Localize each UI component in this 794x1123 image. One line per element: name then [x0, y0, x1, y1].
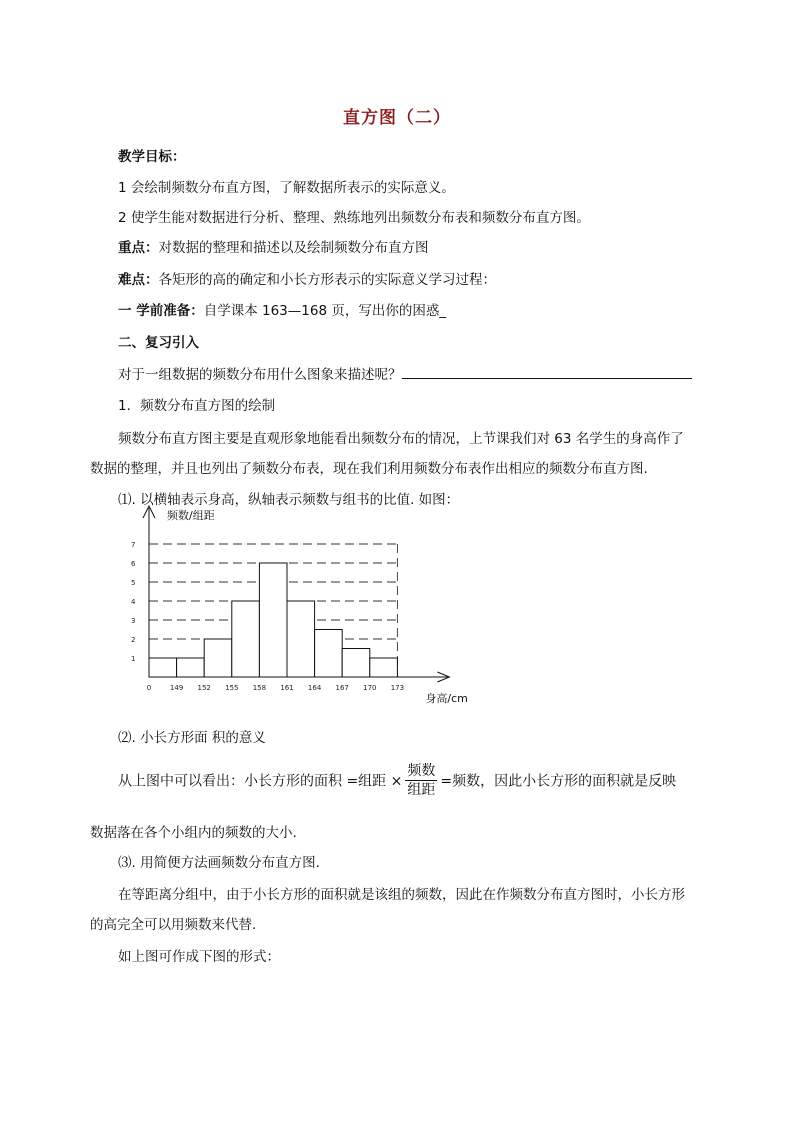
page-title: 直方图（二） [343, 108, 451, 128]
x-tick-label: 164 [307, 684, 322, 692]
histogram-bar [287, 601, 315, 677]
y-tick-label: 1 [131, 655, 136, 663]
x-tick-label: 152 [197, 684, 211, 692]
section-1-label: 一 学前准备： [118, 303, 204, 319]
paragraph-1-line-2: 数据的整理，并且也列出了频数分布表，现在我们利用频数分布表作出相应的频数分布直方图. [90, 461, 648, 477]
section-1-text: 自学课本 163—168 页，写出你的困惑_ [203, 303, 447, 319]
difficulty-label: 难点： [118, 272, 159, 288]
x-tick-label: 161 [280, 684, 294, 692]
question-text: 对于一组数据的频数分布用什么图象来描述呢？ [118, 367, 402, 383]
x-tick-label: 173 [390, 684, 405, 692]
objectives-heading: 教学目标： [118, 149, 186, 165]
step-1: ⑴. 以横轴表示身高，纵轴表示频数与组书的比值. 如图： [118, 492, 460, 508]
y-tick-label: 2 [131, 636, 136, 644]
subheading-1: 1．频数分布直方图的绘制 [118, 398, 276, 414]
difficulty [118, 268, 496, 288]
paragraph-1-line-1: 频数分布直方图主要是直观形象地能看出频数分布的情况，上节课我们对 63 名学生的身高作了 [118, 431, 684, 447]
step-3: ⑶. 用简便方法画频数分布直方图. [118, 855, 320, 871]
histogram-bar [204, 639, 232, 677]
section-1 [118, 299, 446, 319]
question [118, 363, 692, 383]
y-tick-label: 4 [131, 598, 136, 606]
key-point-text: 对数据的整理和描述以及绘制频数分布直方图 [158, 240, 429, 256]
x-tick-label: 149 [169, 684, 184, 692]
histogram-bar [232, 601, 260, 677]
x-tick-label: 170 [363, 684, 377, 692]
paragraph-2-line-2: 数据落在各个小组内的频数的大小. [90, 825, 297, 841]
y-tick-label: 6 [131, 560, 136, 568]
step-2: ⑵. 小长方形面 积的意义 [118, 730, 266, 746]
key-point [118, 236, 429, 256]
x-tick-label: 155 [225, 684, 239, 692]
formula-numerator: 频数 [407, 763, 436, 779]
paragraph-4: 如上图可作成下图的形式： [118, 949, 280, 965]
histogram-bar [177, 658, 205, 677]
y-tick-label: 7 [131, 541, 136, 549]
histogram-bar [149, 658, 177, 677]
x-tick-label: 158 [252, 684, 267, 692]
formula-fraction [405, 762, 437, 799]
x-axis-label: 身高/cm [425, 692, 468, 705]
objective-1: 1 会绘制频数分布直方图，了解数据所表示的实际意义。 [118, 180, 455, 196]
formula-line [118, 762, 676, 802]
key-point-label: 重点： [118, 240, 159, 256]
formula-prefix: 从上图中可以看出：小长方形的面积 =组距 × [118, 773, 403, 790]
y-tick-label: 5 [131, 579, 136, 587]
answer-blank[interactable] [402, 366, 692, 379]
paragraph-3-line-2: 的高完全可以用频数来代替. [90, 917, 257, 933]
objective-2: 2 使学生能对数据进行分析、整理、熟练地列出频数分布表和频数分布直方图。 [118, 210, 590, 226]
y-axis-label: 频数/组距 [167, 509, 215, 522]
formula-suffix: =频数，因此小长方形的面积就是反映 [440, 773, 677, 790]
histogram-bar [370, 658, 398, 677]
histogram-chart [120, 500, 480, 710]
histogram-bar [315, 630, 343, 678]
histogram-bar [342, 649, 370, 678]
difficulty-text: 各矩形的高的确定和小长方形表示的实际意义学习过程： [158, 272, 496, 288]
y-tick-label: 3 [131, 617, 136, 625]
x-tick-label: 167 [335, 684, 349, 692]
paragraph-3-line-1: 在等距离分组中，由于小长方形的面积就是该组的频数，因此在作频数分布直方图时，小长方形 [118, 887, 685, 903]
formula-denominator: 组距 [407, 782, 436, 798]
section-2-heading: 二、复习引入 [118, 335, 199, 351]
x-tick-label: 0 [146, 684, 152, 692]
histogram-bar [259, 563, 287, 677]
